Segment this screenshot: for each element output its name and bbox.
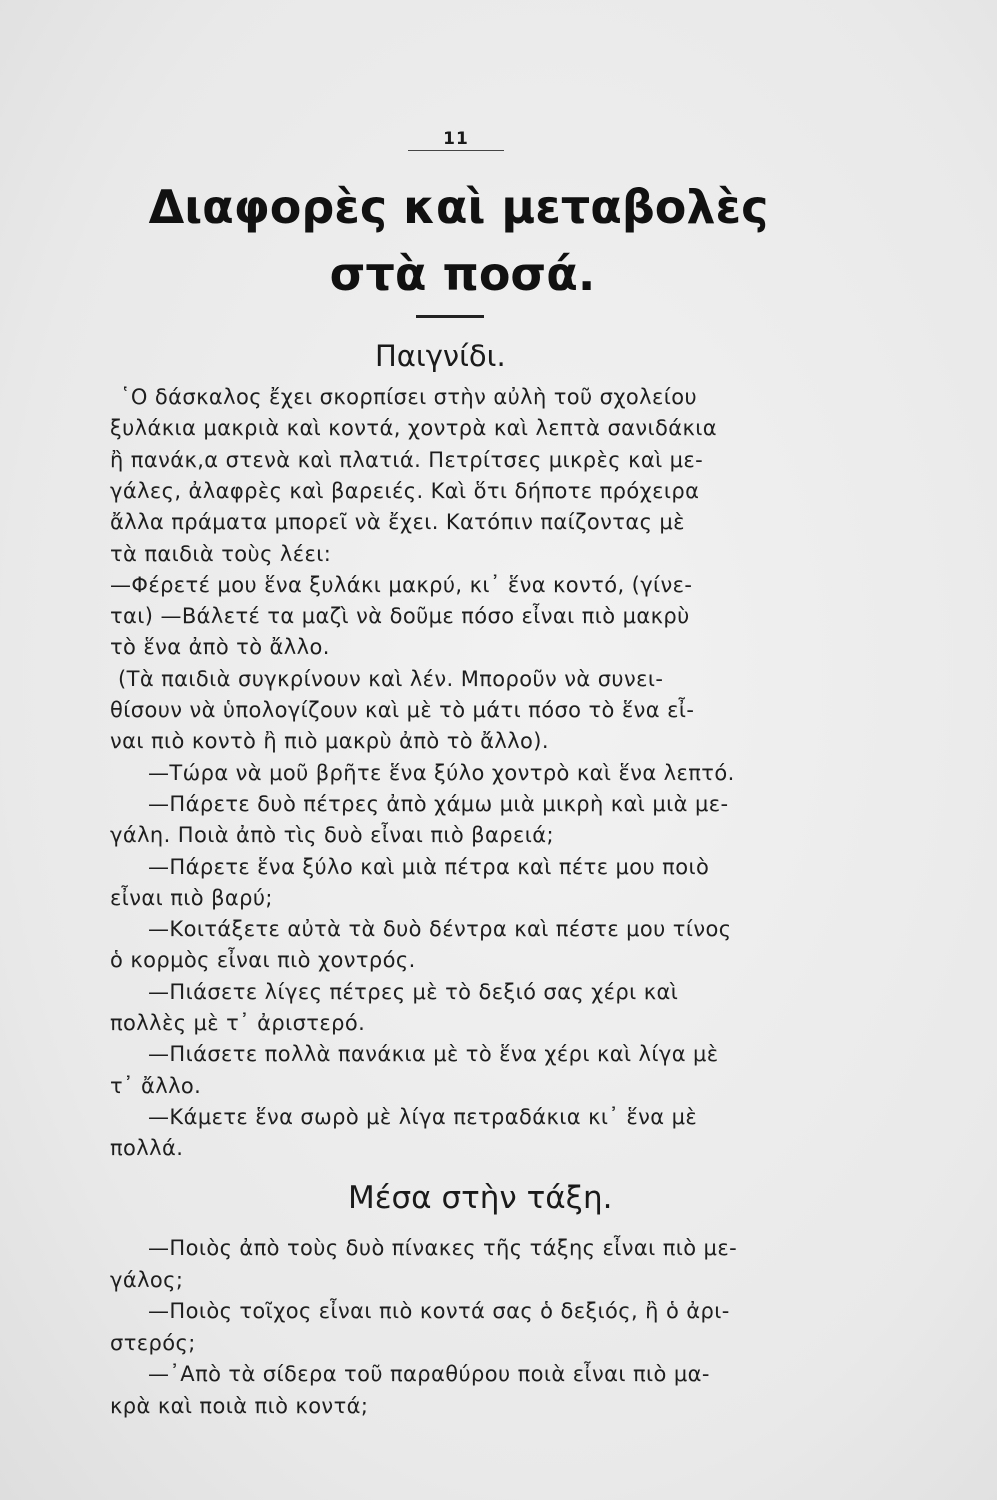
text-line: ῾Ο δάσκαλος ἔχει σκορπίσει στὴν αὐλὴ τοῦ σχολείου bbox=[120, 385, 698, 409]
text-line: ξυλάκια μακριὰ καὶ κοντά, χοντρὰ καὶ λεπτὰ σανιδάκια bbox=[110, 416, 718, 440]
chapter-title-line-2: στὰ ποσά. bbox=[329, 247, 596, 301]
section-heading-classroom: Μέσα στὴν τάξη. bbox=[348, 1180, 613, 1216]
text-line: κρὰ καὶ ποιὰ πιὸ κοντά; bbox=[110, 1394, 369, 1418]
text-line: γάλες, ἀλαφρὲς καὶ βαρειές. Καὶ ὅτι δήποτε πρόχειρα bbox=[110, 479, 700, 503]
text-line: πολλὲς μὲ τ᾿ ἀριστερό. bbox=[110, 1011, 366, 1035]
text-line: ναι πιὸ κοντὸ ἢ πιὸ μακρὺ ἀπὸ τὸ ἄλλο). bbox=[110, 729, 549, 753]
text-line: (Τὰ παιδιὰ συγκρίνουν καὶ λέν. Μποροῦν νὰ συνει- bbox=[118, 667, 664, 691]
text-line: τὰ παιδιὰ τοὺς λέει: bbox=[110, 542, 332, 566]
text-line: —Κοιτάξετε αὐτὰ τὰ δυὸ δέντρα καὶ πέστε μου τίνος bbox=[148, 917, 732, 941]
text-line: τ᾿ ἄλλο. bbox=[110, 1074, 202, 1098]
text-line: θίσουν νὰ ὑπολογίζουν καὶ μὲ τὸ μάτι πόσο τὸ ἕνα εἶ- bbox=[110, 698, 695, 722]
text-line: —᾿Απὸ τὰ σίδερα τοῦ παραθύρου ποιὰ εἶναι πιὸ μα- bbox=[148, 1362, 710, 1386]
text-line: —Ποιὸς ἀπὸ τοὺς δυὸ πίνακες τῆς τάξης εἶναι πιὸ με- bbox=[148, 1236, 738, 1260]
text-line: τὸ ἕνα ἀπὸ τὸ ἄλλο. bbox=[110, 635, 330, 659]
chapter-title-line-1: Διαφορὲς καὶ μεταβολὲς bbox=[148, 180, 769, 234]
text-line: ὁ κορμὸς εἶναι πιὸ χοντρός. bbox=[110, 948, 416, 972]
text-line: —Τώρα νὰ μοῦ βρῆτε ἕνα ξύλο χοντρὸ καὶ ἕνα λεπτό. bbox=[148, 761, 735, 785]
text-line: —Κάμετε ἕνα σωρὸ μὲ λίγα πετραδάκια κι᾿ ἕνα μὲ bbox=[148, 1105, 698, 1129]
text-line: —Πιάσετε λίγες πέτρες μὲ τὸ δεξιό σας χέρι καὶ bbox=[148, 980, 679, 1004]
text-line: —Πιάσετε πολλὰ πανάκια μὲ τὸ ἕνα χέρι καὶ λίγα μὲ bbox=[148, 1042, 719, 1066]
text-line: εἶναι πιὸ βαρύ; bbox=[110, 886, 273, 910]
page-number: 11 bbox=[443, 129, 469, 149]
text-line: ται) —Βάλετέ τα μαζὶ νὰ δοῦμε πόσο εἶναι πιὸ μακρὺ bbox=[110, 604, 690, 628]
text-line: ἢ πανάκ,α στενὰ καὶ πλατιά. Πετρίτσες μικρὲς καὶ με- bbox=[110, 448, 704, 472]
text-line: —Πάρετε δυὸ πέτρες ἀπὸ χάμω μιὰ μικρὴ καὶ μιὰ με- bbox=[148, 792, 729, 816]
text-line: γάλη. Ποιὰ ἀπὸ τὶς δυὸ εἶναι πιὸ βαρειά; bbox=[110, 823, 554, 847]
text-line: —Ποιὸς τοῖχος εἶναι πιὸ κοντά σας ὁ δεξιός, ἢ ὁ ἀρι- bbox=[148, 1299, 730, 1323]
text-line: πολλά. bbox=[110, 1136, 184, 1160]
title-divider bbox=[416, 315, 484, 318]
text-line: γάλος; bbox=[110, 1268, 184, 1292]
text-line: —Φέρετέ μου ἕνα ξυλάκι μακρύ, κι᾿ ἕνα κοντό, (γίνε- bbox=[110, 573, 693, 597]
section-heading-game: Παιγνίδι. bbox=[375, 339, 506, 373]
text-line: στερός; bbox=[110, 1331, 196, 1355]
text-line: ἄλλα πράματα μπορεῖ νὰ ἔχει. Κατόπιν παίζοντας μὲ bbox=[110, 510, 685, 534]
text-line: —Πάρετε ἕνα ξύλο καὶ μιὰ πέτρα καὶ πέτε μου ποιὸ bbox=[148, 855, 710, 879]
page-number-rule bbox=[408, 150, 504, 151]
